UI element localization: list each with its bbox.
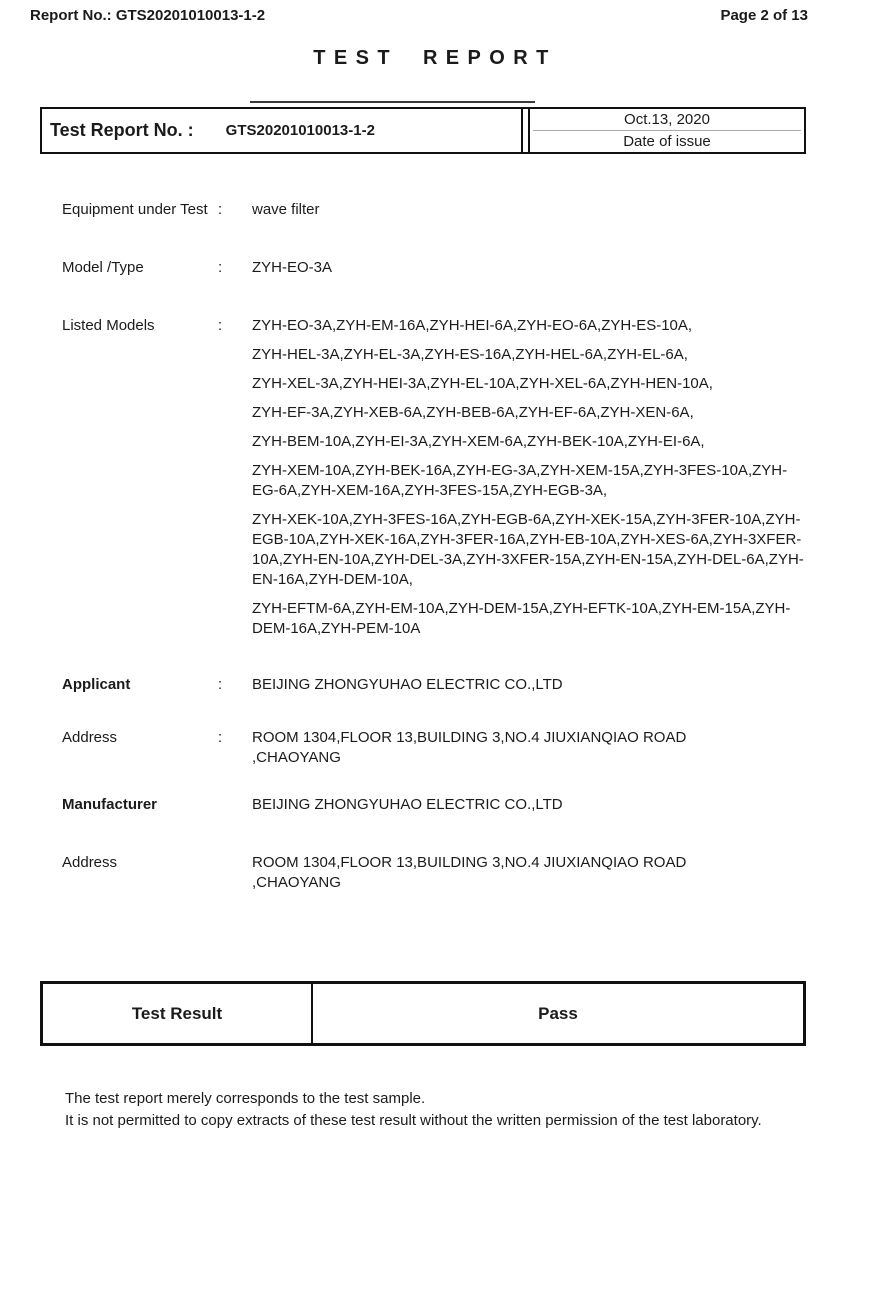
manufacturer-separator [212,795,252,815]
listed-models-paragraph: ZYH-XEK-10A,ZYH-3FES-16A,ZYH-EGB-6A,ZYH-XEK-15A,ZYH-3FER-10A,ZYH-EGB-10A,ZYH-XEK-16A,ZYH-3FER-16A,ZYH-EB-10A,ZYH-XES-6A,ZYH-3XFER-10A,ZYH-EN-10A,ZYH-DEL-3A,ZYH-3XFER-15A,ZYH-EN-15A,ZYH-DEL-6A,ZYH-EN-16A,ZYH-DEM-10A, [252,511,804,588]
listed-models-paragraph: ZYH-EF-3A,ZYH-XEB-6A,ZYH-BEB-6A,ZYH-EF-6A,ZYH-XEN-6A, [252,404,694,421]
listed-models-separator: : [218,317,223,334]
applicant-value: BEIJING ZHONGYUHAO ELECTRIC CO.,LTD [252,676,563,693]
manufacturer-address-separator [212,853,252,893]
report-number-table [40,107,806,154]
equipment-label: Equipment under Test [62,201,208,218]
scan-artifact-line [250,101,535,103]
header-report-number: Report No.: GTS20201010013-1-2 [30,7,266,24]
disclaimer-line-1: The test report merely corresponds to the test sample. [65,1090,426,1107]
equipment-separator: : [218,201,223,218]
listed-models-paragraph: ZYH-EFTM-6A,ZYH-EM-10A,ZYH-DEM-15A,ZYH-EFTK-10A,ZYH-EM-15A,ZYH-DEM-16A,ZYH-PEM-10A [252,600,791,637]
test-result-label-cell: Test Result [43,984,313,1043]
manufacturer-address-value: ROOM 1304,FLOOR 13,BUILDING 3,NO.4 JIUXIANQIAO ROAD ,CHAOYANG [252,854,687,891]
test-result-value-cell: Pass [538,1003,578,1023]
applicant-address-label: Address [62,729,118,746]
report-number-label: Test Report No. : [50,120,194,140]
report-number-cell [42,109,523,152]
model-separator: : [218,259,223,276]
listed-models-paragraph: ZYH-XEL-3A,ZYH-HEI-3A,ZYH-EL-10A,ZYH-XEL-6A,ZYH-HEN-10A, [252,375,713,392]
manufacturer-label: Manufacturer [62,796,158,813]
applicant-address-value: ROOM 1304,FLOOR 13,BUILDING 3,NO.4 JIUXIANQIAO ROAD ,CHAOYANG [252,729,687,766]
listed-models-paragraph: ZYH-EO-3A,ZYH-EM-16A,ZYH-HEI-6A,ZYH-EO-6A,ZYH-ES-10A, [252,317,693,334]
disclaimer-line-2: It is not permitted to copy extracts of these test result without the written permission of the test laboratory. [65,1112,762,1129]
field-row-listed-models [62,316,810,639]
applicant-separator: : [218,676,223,693]
disclaimer [65,1088,830,1132]
page-title: TEST REPORT [313,47,557,69]
issue-date-caption: Date of issue [623,133,711,150]
listed-models-paragraph: ZYH-HEL-3A,ZYH-EL-3A,ZYH-ES-16A,ZYH-HEL-6A,ZYH-EL-6A, [252,346,688,363]
issue-date-value: Oct.13, 2020 [624,111,710,128]
listed-models-value [252,316,810,639]
field-row-applicant [62,675,810,695]
date-of-issue-cell [528,109,804,152]
field-row-applicant-address [62,728,810,768]
model-value: ZYH-EO-3A [252,259,333,276]
listed-models-label: Listed Models [62,317,155,334]
equipment-value: wave filter [252,201,320,218]
listed-models-paragraph: ZYH-BEM-10A,ZYH-EI-3A,ZYH-XEM-6A,ZYH-BEK-10A,ZYH-EI-6A, [252,433,705,450]
report-number-value: GTS20201010013-1-2 [225,122,375,139]
page-header [0,0,870,24]
manufacturer-address-label: Address [62,854,118,871]
header-page-indicator: Page 2 of 13 [720,7,808,24]
field-row-model [62,258,810,278]
field-row-equipment [62,200,810,220]
listed-models-paragraph: ZYH-XEM-10A,ZYH-BEK-16A,ZYH-EG-3A,ZYH-XEM-15A,ZYH-3FES-10A,ZYH-EG-6A,ZYH-XEM-16A,ZYH-3FES-15A,ZYH-EGB-3A, [252,462,788,499]
field-row-manufacturer [62,795,810,815]
applicant-label: Applicant [62,676,131,693]
fields-section [62,200,810,893]
test-result-table [40,981,806,1046]
applicant-address-separator: : [218,729,223,746]
model-label: Model /Type [62,259,144,276]
manufacturer-value: BEIJING ZHONGYUHAO ELECTRIC CO.,LTD [252,796,563,813]
field-row-manufacturer-address [62,853,810,893]
